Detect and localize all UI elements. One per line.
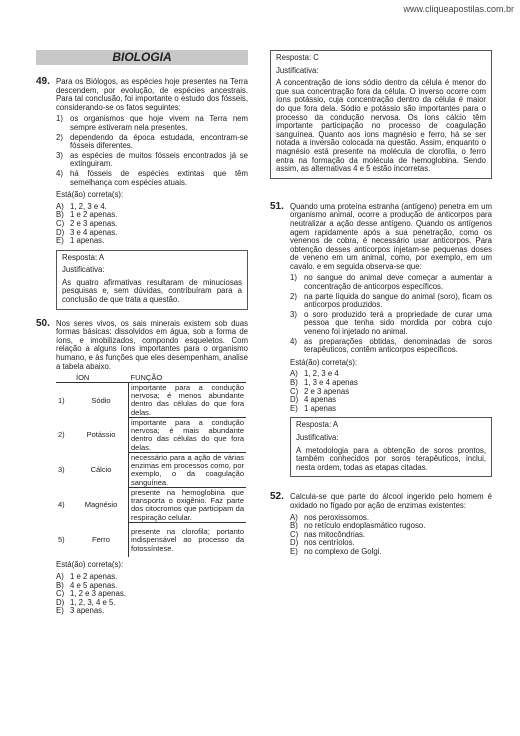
option-text: nas mitocôndrias. — [304, 529, 366, 539]
question-number: 51. — [270, 200, 284, 212]
option-text: 3 e 4 apenas. — [70, 227, 118, 237]
option-letter: D) — [290, 395, 299, 405]
option-letter: E) — [290, 403, 298, 413]
option-text: 1 apenas — [304, 403, 337, 413]
statement-item — [56, 134, 248, 151]
question-number: 50. — [36, 317, 50, 329]
option-letter: E) — [56, 236, 64, 246]
option-letter: B) — [290, 378, 298, 387]
statement-number: 3) — [56, 150, 63, 160]
option-e — [290, 405, 492, 414]
ion-name: Potássio — [74, 418, 129, 453]
answer-label: Resposta: A — [62, 252, 105, 262]
right-column — [270, 50, 492, 561]
ion-function: presente na clorofila; portanto indispensável ao processo da fotossíntese. — [131, 527, 244, 553]
option-text: 1, 3 e 4 apenas — [304, 378, 358, 387]
question-number: 52. — [270, 491, 284, 503]
ion-name: Cálcio — [74, 453, 129, 488]
justification-text: A metodologia para a obtenção de soros prontos, também conhecidos por soros terapêuticos, inclui, nesta ordem, todas as etapas citadas. — [296, 445, 486, 472]
option-e — [56, 607, 248, 616]
question-number: 49. — [36, 76, 50, 87]
question-stem: Calcula-se que parte do álcool ingerido pelo homem é oxidado no fígado por ação de enzimas existentes: — [290, 492, 492, 510]
statement-item — [290, 293, 492, 310]
justification-label: Justificativa: — [62, 265, 105, 275]
left-column — [36, 50, 248, 620]
table-row — [56, 523, 246, 558]
statement-list — [290, 274, 492, 354]
option-text: 2 e 3 apenas. — [70, 218, 118, 228]
table-header-ion: ÍON — [74, 374, 129, 383]
option-list — [56, 573, 248, 616]
option-letter: C) — [290, 386, 299, 396]
statement-number: 3) — [290, 309, 297, 319]
option-list — [56, 203, 248, 246]
option-letter: E) — [56, 606, 64, 616]
justification-text: A concentração de íons sódio dentro da célula é menor do que sua concentração fora da célula. O inverso ocorre com íons potássio, cuja concentração dentro da célula é maior do que fora dela. Sódio e potássio são importantes para o processo da condução nervosa. Os íons cálcio têm importante participação no processo de coagulação sanguínea. Quanto aos íons magnésio e ferro, há se ser notada a inversão colocada na questão. Assim, enquanto o magnésio está presente na molécula de clorofila, o ferro entra na formação da molécula de hemoglobina. Sendo assim, as alternativas 4 e 5 estão incorretas. — [276, 78, 486, 174]
option-letter: D) — [290, 538, 299, 548]
option-letter: B) — [56, 210, 64, 220]
option-e — [56, 237, 248, 246]
ion-function: importante para a condução nervosa; é menos abundante dentro das células do que fora delas. — [129, 383, 247, 418]
statement-text: no sangue do animal deve começar a aumentar a concentração de anticorpos específicos. — [304, 273, 492, 292]
option-letter: A) — [56, 201, 64, 211]
row-number: 2) — [58, 430, 65, 440]
statement-text: os organismos que hoje vivem na Terra nem sempre estiveram nela presentes. — [70, 114, 248, 132]
statement-item — [290, 338, 492, 355]
justification-label: Justificativa: — [296, 432, 339, 442]
question-50 — [36, 317, 248, 616]
table-row — [56, 488, 246, 523]
answer-label: Resposta: C — [276, 53, 319, 62]
site-url: www.cliqueapostilas.com.br — [403, 4, 514, 14]
option-text: no retículo endoplasmático rugoso. — [304, 521, 426, 531]
row-number: 3) — [58, 465, 65, 475]
ion-function: presente na hemoglobina que transporta o oxigênio. Faz parte dos citocromos que participam da respiração celular. — [129, 488, 247, 523]
option-text: 3 apenas. — [70, 606, 105, 616]
justification-text: As quatro afirmativas resultaram de minuciosas pesquisas e, sem dúvidas, contribuíram para a conclusão de que trata a questão. — [62, 277, 242, 305]
statement-number: 1) — [56, 114, 63, 124]
option-letter: C) — [56, 589, 65, 599]
ion-name: Sódio — [74, 383, 129, 418]
option-text: nos centríolos. — [304, 538, 355, 548]
row-number: 4) — [58, 500, 65, 510]
ion-table — [56, 374, 246, 557]
table-header-function: FUNÇÃO — [129, 374, 247, 383]
option-letter: A) — [290, 369, 298, 379]
prompt: Está(ão) correta(s): — [56, 560, 124, 570]
option-letter: B) — [56, 580, 64, 590]
question-52 — [270, 493, 492, 556]
table-row — [56, 418, 246, 453]
ion-name: Ferro — [74, 523, 129, 558]
row-number: 5) — [58, 535, 65, 545]
statement-text: há fósseis de espécies extintas que têm semelhança com espécies atuais. — [70, 168, 248, 187]
option-letter: A) — [290, 512, 298, 522]
row-number: 1) — [58, 395, 65, 405]
option-letter: E) — [290, 546, 298, 556]
statement-item — [290, 274, 492, 291]
statement-number: 2) — [290, 291, 297, 301]
option-letter: B) — [290, 521, 298, 531]
table-row — [56, 453, 246, 488]
option-text: 1, 2 e 3 apenas. — [70, 589, 126, 599]
question-49 — [36, 78, 248, 246]
statement-item — [56, 152, 248, 169]
ion-name: Magnésio — [74, 488, 129, 523]
option-e — [290, 548, 492, 557]
option-letter: C) — [56, 218, 65, 228]
option-text: 1 apenas. — [70, 236, 105, 246]
question-stem: Nos seres vivos, os sais minerais existem sob duas formas básicas: dissolvidos em água, sob a forma de íons, e imobilizados, compondo esqueletos. Com relação a alguns íons importantes para o organismo humano, e às funções que eles desempenham, analise a tabela abaixo. — [56, 318, 248, 371]
statement-item — [56, 170, 248, 187]
option-text: 1, 2, 3 e 4. — [70, 201, 107, 211]
option-text: nos peroxissomos. — [304, 512, 370, 522]
statement-number: 2) — [56, 132, 63, 142]
statement-list — [56, 115, 248, 187]
option-text: 2 e 3 apenas — [304, 386, 350, 396]
prompt: Está(ão) correta(s): — [290, 357, 358, 367]
answer-box — [56, 250, 248, 310]
table-header-blank — [56, 374, 74, 383]
statement-text: as espécies de muitos fósseis encontrados já se extinguiram. — [70, 150, 248, 169]
question-51 — [270, 200, 492, 414]
answer-label: Resposta: A — [296, 420, 339, 430]
statement-text: o soro produzido terá a propriedade de curar uma pessoa que tenha sido mordida por cobra cujo veneno foi injetado no animal. — [304, 309, 492, 337]
section-title: BIOLOGIA — [36, 50, 248, 65]
statement-number: 1) — [290, 273, 297, 283]
ion-function: necessário para a ação de várias enzimas em processos como, por exemplo, o da coagulação sanguínea. — [129, 453, 247, 488]
ion-function: importante para a condução nervosa; é mais abundante dentro das células do que fora delas. — [129, 418, 247, 453]
option-letter: D) — [56, 227, 65, 237]
question-stem: Para os Biólogos, as espécies hoje presentes na Terra descendem, por evolução, de espécies ancestrais. Para tal conclusão, foi importante o estudo dos fósseis, considerando-se os fatos seguintes: — [56, 77, 248, 112]
option-list — [290, 514, 492, 557]
statement-item — [56, 115, 248, 132]
prompt: Está(ão) correta(s): — [56, 190, 124, 200]
statement-text: as preparações obtidas, denominadas de soros terapêuticos, contêm anticorpos específicos. — [304, 336, 492, 355]
option-text: 1, 2, 3, 4 e 5. — [70, 597, 116, 607]
option-text: 1 e 2 apenas. — [70, 210, 118, 220]
statement-text: dependendo da época estudada, encontram-se fósseis diferentes. — [70, 132, 248, 151]
question-stem: Quando uma proteína estranha (antígeno) penetra em um organismo animal, ocorre a produção de anticorpos para neutralizar a ação desse antígeno. Quando os antígenos agem rapidamente após a sua penetração, como os venenos de cobra, é necessário usar anticorpos. Para obtenção desses anticorpos injetam-se pequenas doses de veneno em um animal, como, por exemplo, em um cavalo. e em seguida observa-se que: — [290, 201, 492, 271]
statement-number: 4) — [290, 336, 297, 346]
table-row — [56, 383, 246, 418]
option-text: 1, 2, 3 e 4 — [304, 369, 339, 379]
statement-number: 4) — [56, 168, 63, 178]
answer-box — [270, 50, 492, 179]
statement-item — [290, 311, 492, 337]
option-letter: C) — [290, 529, 299, 539]
option-text: 1 e 2 apenas. — [70, 572, 118, 582]
justification-label: Justificativa: — [276, 65, 319, 75]
statement-text: na parte líquida do sangue do animal (soro), ficam os anticorpos produzidos. — [304, 291, 492, 310]
answer-box — [290, 417, 492, 477]
option-letter: A) — [56, 572, 64, 582]
option-list — [290, 370, 492, 413]
option-text: 4 e 5 apenas. — [70, 580, 118, 590]
option-text: 4 apenas — [304, 395, 337, 405]
option-text: no complexo de Golgi. — [304, 546, 382, 556]
option-letter: D) — [56, 597, 65, 607]
